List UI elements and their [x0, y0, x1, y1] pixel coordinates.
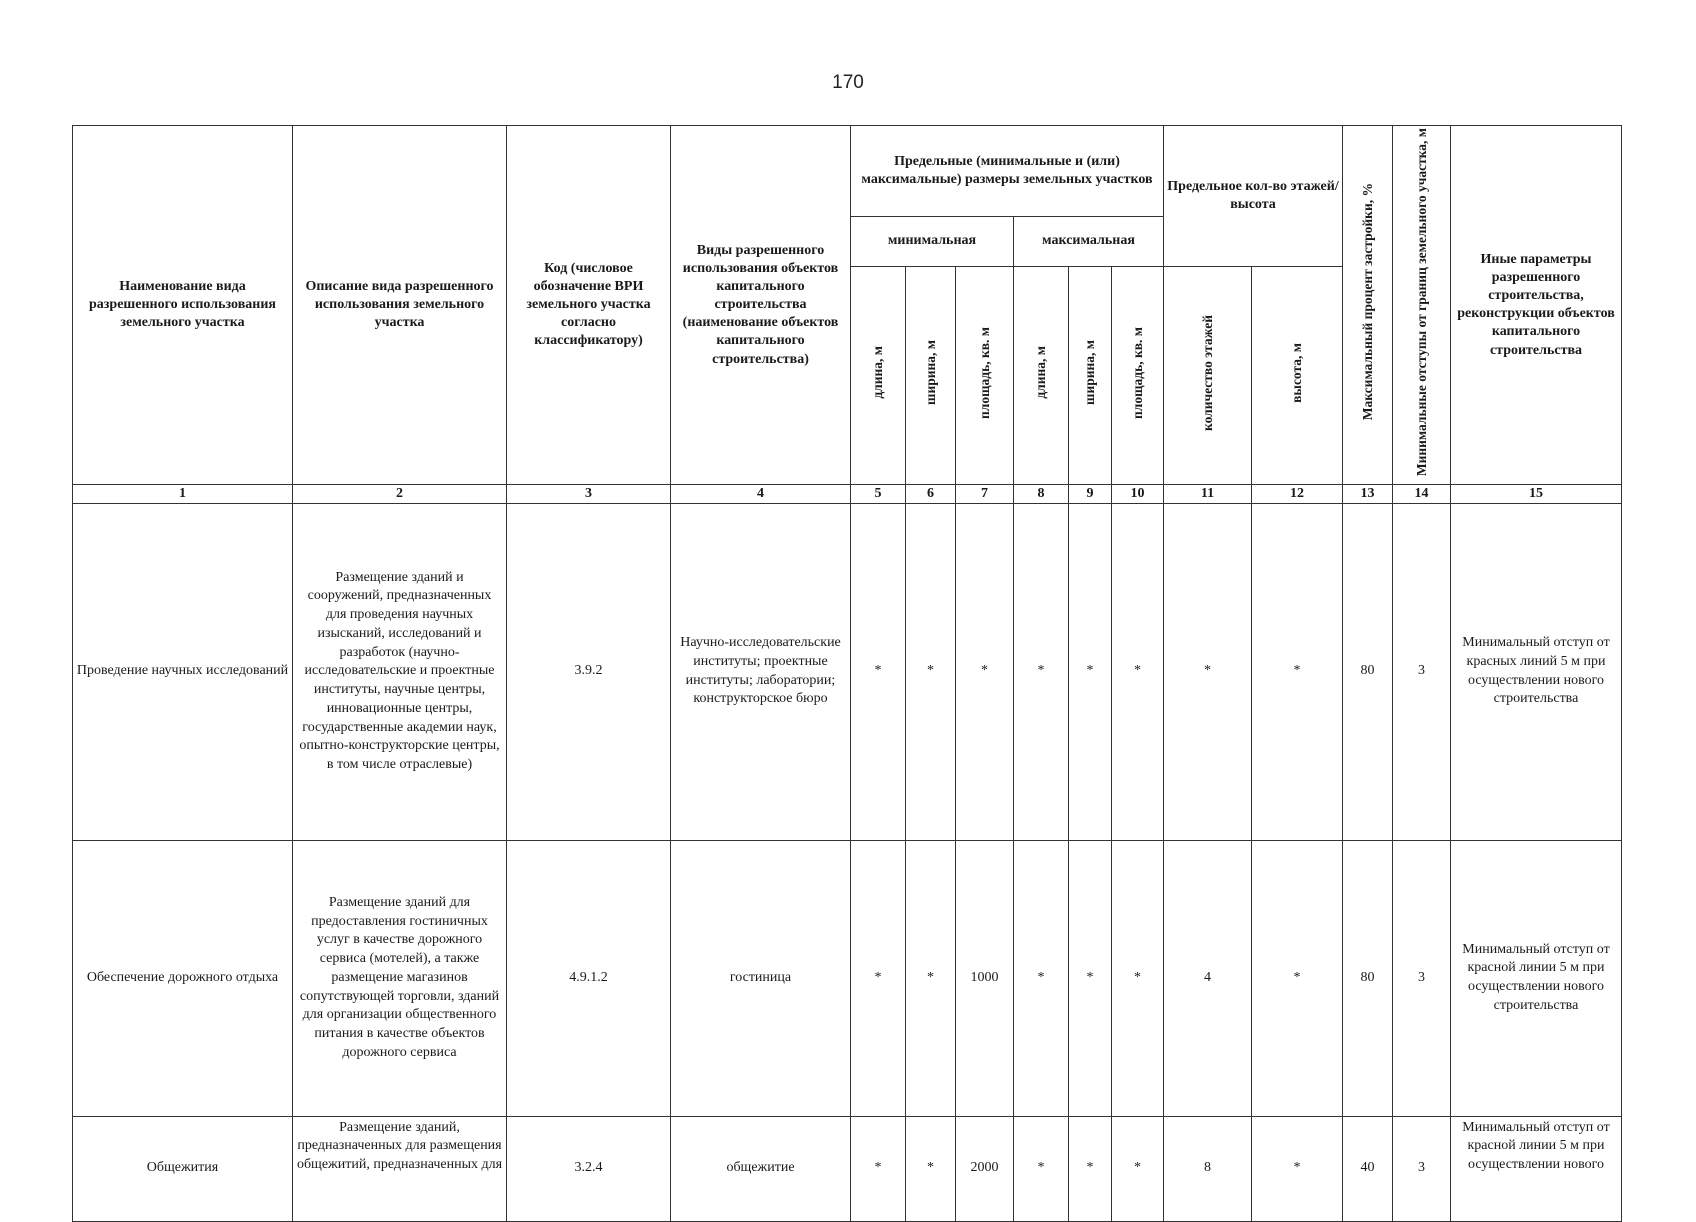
header-min-length: длина, м	[851, 266, 906, 484]
table-body	[73, 503, 1622, 1221]
column-number: 7	[956, 485, 1014, 503]
land-use-description-cell	[293, 1116, 507, 1221]
max-width: *	[1069, 503, 1112, 840]
floors-count: 8	[1164, 1116, 1252, 1221]
max-length: *	[1014, 1116, 1069, 1221]
column-number: 4	[671, 485, 851, 503]
min-setback: 3	[1393, 840, 1451, 1116]
building-types: гостиница	[671, 840, 851, 1116]
header-floors-count: количество этажей	[1164, 266, 1252, 484]
land-use-description: Размещение зданий и сооружений, предназначенных для проведения научных изысканий, исследований и разработок (научно-исследовательские и проектные институты, научные центры, инновационные центры, государственные академии наук, опытно-конструкторские центры, в том числе отраслевые)	[293, 503, 507, 840]
column-number: 5	[851, 485, 906, 503]
min-width: *	[906, 503, 956, 840]
header-max-area: площадь, кв. м	[1112, 266, 1164, 484]
column-number: 3	[507, 485, 671, 503]
land-use-description: Размещение зданий, предназначенных для размещения общежитий, предназначенных для	[296, 1119, 503, 1173]
max-percent: 80	[1343, 503, 1393, 840]
column-number: 14	[1393, 485, 1451, 503]
min-length: *	[851, 840, 906, 1116]
land-use-code: 4.9.1.2	[507, 840, 671, 1116]
height: *	[1252, 503, 1343, 840]
building-types: общежитие	[671, 1116, 851, 1221]
header-land-use-description: Описание вида разрешенного использования земельного участка	[293, 126, 507, 485]
land-use-name: Общежития	[73, 1116, 293, 1221]
header-max-percent: Максимальный процент застройки, %	[1343, 126, 1393, 485]
column-number: 1	[73, 485, 293, 503]
page-number: 170	[832, 72, 864, 93]
height: *	[1252, 1116, 1343, 1221]
column-number-row	[73, 485, 1622, 503]
column-number: 10	[1112, 485, 1164, 503]
max-area: *	[1112, 840, 1164, 1116]
max-width: *	[1069, 840, 1112, 1116]
header-floors-height: Предельное кол-во этажей/высота	[1164, 126, 1343, 267]
header-land-use-name: Наименование вида разрешенного использования земельного участка	[73, 126, 293, 485]
other-params-cell	[1451, 1116, 1622, 1221]
land-use-name: Проведение научных исследований	[73, 503, 293, 840]
header-min-setback: Минимальные отступы от границ земельного участка, м	[1393, 126, 1451, 485]
min-setback: 3	[1393, 1116, 1451, 1221]
land-use-description: Размещение зданий для предоставления гостиничных услуг в качестве дорожного сервиса (мотелей), а также размещение магазинов сопутствующей торговли, зданий для организации общественного питания в качестве объектов дорожного сервиса	[293, 840, 507, 1116]
floors-count: *	[1164, 503, 1252, 840]
header-minimal: минимальная	[851, 217, 1014, 267]
table-row	[73, 503, 1622, 840]
min-width: *	[906, 840, 956, 1116]
land-use-code: 3.9.2	[507, 503, 671, 840]
max-percent: 40	[1343, 1116, 1393, 1221]
max-width: *	[1069, 1116, 1112, 1221]
min-width: *	[906, 1116, 956, 1221]
min-area: *	[956, 503, 1014, 840]
min-area: 1000	[956, 840, 1014, 1116]
floors-count: 4	[1164, 840, 1252, 1116]
header-max-width: ширина, м	[1069, 266, 1112, 484]
land-use-code: 3.2.4	[507, 1116, 671, 1221]
max-percent: 80	[1343, 840, 1393, 1116]
header-building-types: Виды разрешенного использования объектов капитального строительства (наименование объектов капитального строительства)	[671, 126, 851, 485]
max-length: *	[1014, 840, 1069, 1116]
table-row	[73, 1116, 1622, 1221]
column-number: 12	[1252, 485, 1343, 503]
other-params: Минимальный отступ от красных линий 5 м при осуществлении нового строительства	[1451, 503, 1622, 840]
min-setback: 3	[1393, 503, 1451, 840]
min-area: 2000	[956, 1116, 1014, 1221]
header-min-width: ширина, м	[906, 266, 956, 484]
header-maximal: максимальная	[1014, 217, 1164, 267]
building-types: Научно-исследовательские институты; проектные институты; лаборатории; конструкторское бюро	[671, 503, 851, 840]
table-row	[73, 840, 1622, 1116]
header-max-length: длина, м	[1014, 266, 1069, 484]
column-number: 13	[1343, 485, 1393, 503]
column-number: 8	[1014, 485, 1069, 503]
header-height: высота, м	[1252, 266, 1343, 484]
max-area: *	[1112, 1116, 1164, 1221]
column-number: 9	[1069, 485, 1112, 503]
land-use-name: Обеспечение дорожного отдыха	[73, 840, 293, 1116]
min-length: *	[851, 1116, 906, 1221]
header-code: Код (числовое обозначение ВРИ земельного участка согласно классификатору)	[507, 126, 671, 485]
height: *	[1252, 840, 1343, 1116]
header-min-area: площадь, кв. м	[956, 266, 1014, 484]
column-number: 6	[906, 485, 956, 503]
header-plot-sizes: Предельные (минимальные и (или) максимальные) размеры земельных участков	[851, 126, 1164, 217]
other-params: Минимальный отступ от красной линии 5 м при осуществлении нового	[1462, 1119, 1610, 1173]
max-length: *	[1014, 503, 1069, 840]
table-header	[73, 126, 1622, 504]
column-number: 11	[1164, 485, 1252, 503]
column-number: 15	[1451, 485, 1622, 503]
other-params: Минимальный отступ от красной линии 5 м при осуществлении нового строительства	[1451, 840, 1622, 1116]
min-length: *	[851, 503, 906, 840]
column-number: 2	[293, 485, 507, 503]
max-area: *	[1112, 503, 1164, 840]
land-use-table	[72, 125, 1622, 1222]
header-other-params: Иные параметры разрешенного строительства, реконструкции объектов капитального строительства	[1451, 126, 1622, 485]
